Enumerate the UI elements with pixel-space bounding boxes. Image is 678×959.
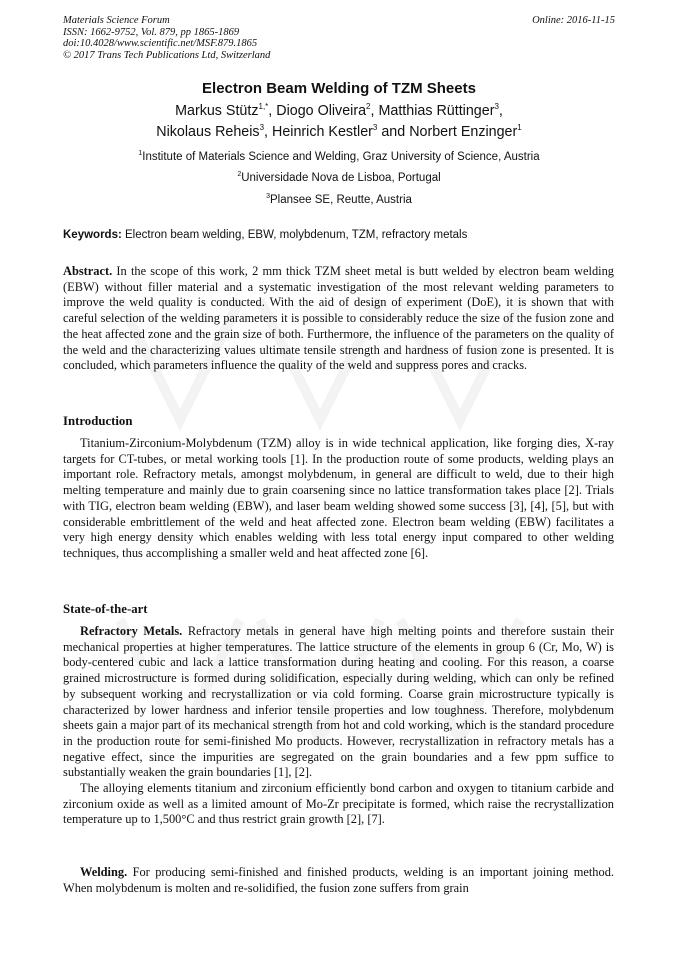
- keywords-text: Electron beam welding, EBW, molybdenum, TZM, refractory metals: [125, 229, 468, 241]
- author-name: Heinrich Kestler: [272, 124, 373, 140]
- affiliation: $^3$Plansee SE, Reutte, Austria: [266, 193, 412, 206]
- online-date: Online: 2016-11-15: [532, 15, 615, 26]
- introduction-body: [63, 436, 614, 562]
- refractory-paragraph: Refractory Metals. Refractory metals in general have high melting points and therefore sustain their mechanical properties at higher temperatures. The lattice structure of the elements in group 6 (Cr, Mo, W) is body-centered cubic and lack a lattice transformation during heating and cooling. For this reason, a coarse grained microstructure is formed during solidification, especially during welding, which can only be refined by subsequent working and recrystallization or via cold forming. Coarse grain microstructure typically is characterized by lower hardness and inferior tensile properties and low toughness. Therefore, molybdenum sheets gain a major part of its mechanical strength from hot and cold working, which is the standard procedure in the production route for semi-finished Mo products. However, recrystallization in refractory metals has a negative effect, since the impurities are segregated on the grain boundaries and a few ppm suffice to substantially weaken the grain boundaries [1], [2].: [63, 624, 614, 780]
- author-name: Matthias Rüttinger: [378, 103, 495, 119]
- copyright: © 2017 Trans Tech Publications Ltd, Switzerland: [63, 49, 271, 61]
- author-name: Nikolaus Reheis: [156, 124, 260, 140]
- journal-header: [63, 15, 363, 61]
- author-name: Norbert Enzinger: [409, 124, 518, 140]
- author-list: Markus Stütz$^{1,*}$, Diogo Oliveira$^2$, Matthias Rüttinger$^3$, Nikolaus Reheis$^3$, Heinrich Kestler$^3$ and Norbert Enzinger$^1$: [156, 102, 522, 140]
- paper-title: Electron Beam Welding of TZM Sheets: [202, 80, 476, 97]
- welding-paragraph: Welding. For producing semi-finished and finished products, welding is an important joining method. When molybdenum is molten and re-solidified, the fusion zone suffers from grain: [63, 865, 614, 895]
- abstract-text: In the scope of this work, 2 mm thick TZM sheet metal is butt welded by electron beam welding (EBW) without filler material and a systematic investigation of the most relevant welding parameters to improve the weld quality is conducted. With the aid of design of experiment (DoE), it is shown that with careful selection of the welding parameters it is possible to considerably reduce the size of the fusion zone and the heat affected zone and the grain size of both. Furthermore, the influence of the parameters on the quality of the weld and the characterizing values ultimate tensile strength and hardness of fusion zone is presented. It is concluded, which parameters influence the quality of the weld and suppress pores and cracks.: [63, 264, 614, 373]
- affiliation: $^1$Institute of Materials Science and Welding, Graz University of Science, Austria: [138, 150, 540, 163]
- alloying-paragraph: The alloying elements titanium and zirconium efficiently bond carbon and oxygen to titanium carbide and zirconium oxide as well as a limited amount of Mo-Zr precipitate is formed, which raise the recrystallization temperature up to 1,500°C and thus restrict grain growth [2], [7].: [63, 781, 614, 827]
- issn: ISSN: 1662-9752, Vol. 879, pp 1865-1869: [63, 26, 240, 38]
- author-name: Diogo Oliveira: [276, 103, 367, 119]
- introduction-paragraph: Titanium-Zirconium-Molybdenum (TZM) alloy is in wide technical application, like forging dies, X-ray targets for CT-tubes, or metal working tools [1]. In the production route of some products, welding plays an important role. Refractory metals, amongst molybdenum, in general are difficult to weld, due to their high melting temperature and mainly due to grain coarsening since no lattice transformation takes place [2]. Trials with TIG, electron beam welding (EBW), and laser beam welding showed some success [3], [4], [5], but with considerable embrittlement of the weld and heat affected zone. Electron beam welding (EBW) facilitates a very high energy density which enables welding with less total energy input compared to other welding techniques, thus accomplishing a smaller weld and heat affected zone [6].: [63, 436, 614, 560]
- doi: doi:10.4028/www.scientific.net/MSF.879.1865: [63, 38, 258, 49]
- author-name: Markus Stütz: [175, 103, 259, 119]
- section-heading-introduction: Introduction: [63, 414, 133, 428]
- refractory-label: Refractory Metals.: [80, 624, 183, 638]
- welding-label: Welding.: [80, 865, 128, 879]
- welding-body: [63, 865, 614, 896]
- abstract: [63, 264, 614, 374]
- keywords-label: Keywords:: [63, 229, 122, 241]
- abstract-label: Abstract.: [63, 264, 113, 278]
- section-heading-state-of-the-art: State-of-the-art: [63, 602, 148, 616]
- journal-name: Materials Science Forum: [63, 15, 170, 26]
- affiliation: $^2$Universidade Nova de Lisboa, Portugal: [237, 171, 441, 184]
- keywords: [63, 229, 623, 241]
- state-of-art-body: [63, 624, 614, 828]
